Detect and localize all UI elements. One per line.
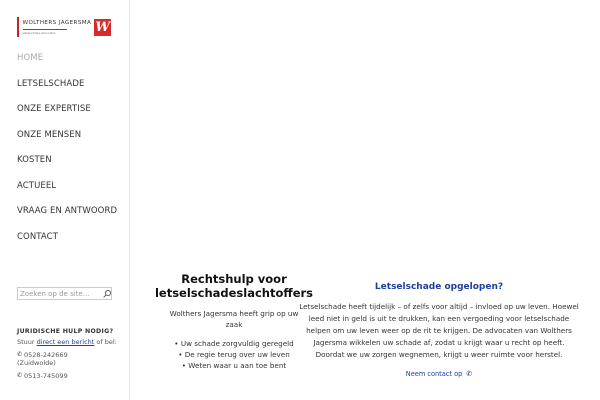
help-title: JURIDISCHE HULP NODIG?: [17, 328, 114, 335]
nav-item-onze-mensen[interactable]: ONZE MENSEN: [17, 129, 82, 140]
phone-entry-2[interactable]: [17, 372, 117, 380]
phone-place-1: (Zuidwolde): [17, 359, 56, 367]
main-nav: [17, 52, 117, 256]
benefits-list: [144, 338, 324, 371]
help-text: [17, 338, 117, 346]
nav-item-contact[interactable]: CONTACT: [17, 231, 59, 242]
nav-item-onze-expertise[interactable]: ONZE EXPERTISE: [17, 104, 91, 114]
phone-icon: ✆: [17, 351, 23, 358]
nav-item-home[interactable]: HOME: [17, 53, 44, 63]
phone-icon: ✆: [17, 372, 23, 379]
help-text-before: Stuur: [17, 338, 37, 346]
phone-line-2: [17, 372, 117, 380]
search-box: [17, 287, 112, 300]
nav-item-vraag-en-antwoord[interactable]: VRAAG EN ANTWOORD: [17, 206, 118, 216]
injury-block: [299, 281, 579, 380]
logo-name: WOLTHERS JAGERSMA: [22, 20, 92, 26]
message-link[interactable]: direct een bericht: [36, 338, 95, 346]
help-text-after: of bel:: [94, 338, 117, 346]
sidebar: [0, 0, 130, 400]
intro-block: [144, 272, 324, 371]
benefit-item: • De regie terug over uw leven: [178, 350, 290, 359]
injury-body: Letselschade heeft tijdelijk – of zelfs voor altijd – invloed op uw leven. Hoewel leed niet in geld is uit te drukken, kan een vergoeding voor letselschade helpen om uw leven weer op de rit te krijgen. De advocaten van Wolthers Jagersma wikkelen uw schade af, zodat u krijgt waar u recht op heeft. Doordat we uw zorgen wegnemen, krijgt u weer ruimte voor herstel.: [299, 302, 579, 359]
contact-link[interactable]: [406, 370, 472, 378]
phone-number-2: 0513-745099: [24, 372, 68, 380]
intro-title: Rechtshulp voor letselschadeslachtoffers: [154, 272, 314, 300]
search-input[interactable]: [20, 289, 102, 299]
contact-link-label: Neem contact op: [405, 370, 463, 378]
intro-lead: Wolthers Jagersma heeft grip op uw zaak: [169, 309, 299, 329]
phone-icon: ✆: [466, 370, 473, 378]
nav-item-kosten[interactable]: KOSTEN: [17, 155, 52, 165]
logo-subtitle: letselschade advocaten: [23, 29, 67, 35]
benefit-item: • Weten waar u aan toe bent: [181, 361, 287, 370]
main-content: [131, 0, 600, 400]
nav-item-actueel[interactable]: ACTUEEL: [17, 180, 57, 191]
nav-item-letselschade[interactable]: LETSELSCHADE: [17, 78, 85, 89]
phone-number-1: 0528-242669: [24, 351, 68, 359]
logo[interactable]: [17, 17, 111, 37]
injury-title: Letselschade opgelopen?: [374, 282, 504, 292]
logo-mark: W: [95, 19, 110, 35]
phone-line-1: [17, 351, 117, 359]
phone-entry-1[interactable]: [17, 351, 117, 367]
benefit-item: • Uw schade zorgvuldig geregeld: [174, 339, 294, 348]
help-box: [17, 327, 117, 380]
search-icon[interactable]: [102, 289, 112, 299]
logo-text: [23, 17, 92, 37]
logo-bar: [17, 17, 19, 37]
